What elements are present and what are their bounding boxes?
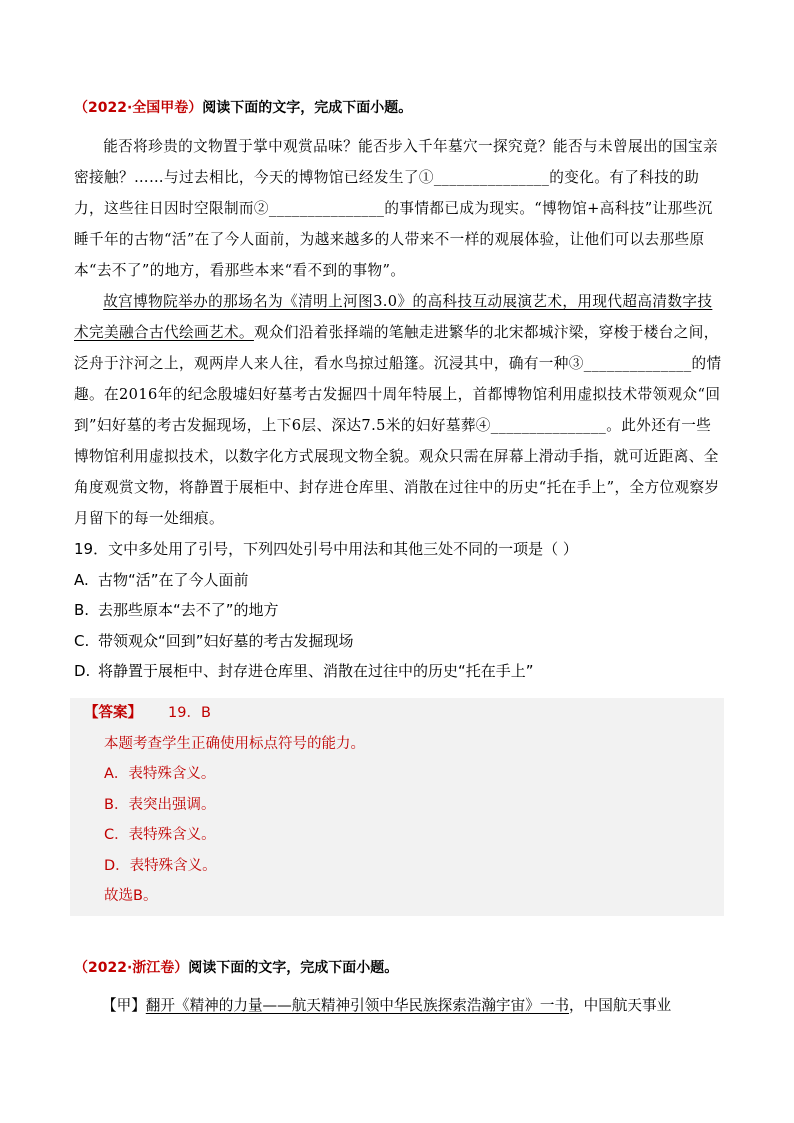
answer-intro: 本题考查学生正确使用标点符号的能力。 [104,735,365,752]
answer-content [84,698,714,912]
answer-header [84,698,714,729]
underlined-sentence: 翻开《精神的力量——航天精神引领中华民族探索浩瀚宇宙》一书 [145,997,570,1014]
passage-text: ，中国航天事业 [569,997,672,1014]
answer-tag: 【答案】 [84,705,142,721]
section-heading-1 [74,98,412,118]
option-text: 去那些原本“去不了”的地方 [98,601,279,619]
option-letter: D. [74,662,91,680]
passage-paragraph: 能否将珍贵的文物置于掌中观赏品味？能否步入千年墓穴一探究竟？能否与未曾展出的国宝亲密接触？……与过去相比，今天的博物馆已经发生了①_______________的变化。有了科技的助力，这些往日因时空限制而②_______________的事情都已成为现实。“博物馆+高科技”让那些沉睡千年的古物“活”在了今人面前，为越来越多的人带来不一样的观展体验，让他们可以去那些原本“去不了”的地方，看那些本来“看不到的事物”。 [74,138,718,279]
option-text: 带领观众“回到”妇好墓的考古发掘现场 [98,631,354,650]
answer-explanation-line: C．表特殊含义。 [104,827,216,843]
option-c [74,626,724,657]
passage-label: 【甲】 [102,997,146,1014]
section-heading-2 [74,958,398,978]
passage-text: 观众们沿着张择端的笔触走进繁华的北宋都城汴梁，穿梭于楼台之间，泛舟于汴河之上，观两岸人来人往，看水鸟掠过船篷。沉浸其中，确有一种③______________的情趣。在2016年的纪念殷墟妇好墓考古发掘四十周年特展上，首都博物馆利用虚拟技术带领观众“回到”妇好墓的考古发掘现场，上下6层、深达7.5米的妇好墓葬④_______________。此外还有一些博物馆利用虚拟技术，以数字化方式展现文物全貌。观众只需在屏幕上滑动手指，就可近距离、全角度观赏文物，将静置于展柜中、封存进仓库里、消散在过往中的历史“托在手上”，全方位观察岁月留下的每一处细痕。 [74,324,722,527]
option-a [74,565,724,596]
option-letter: B. [74,601,90,619]
question-stem: 19．文中多处用了引号，下列四处引号中用法和其他三处不同的一项是（ ） [74,540,578,558]
instruction-text: 阅读下面的文字，完成下面小题。 [188,960,399,976]
underlined-sentence: 故宫博物院举办的那场名为《清明上河图3.0》的高科技互动展演艺术，用现代超高清数字技术完美融合古代绘画艺术。 [74,293,713,341]
instruction-text: 阅读下面的文字，完成下面小题。 [202,100,413,116]
passage-paragraph [74,286,724,534]
reading-passage-1 [74,131,724,534]
question-19 [74,534,724,687]
answer-panel [70,698,724,916]
option-text: 古物“活”在了今人面前 [98,570,249,589]
answer-explanation-line: B．表突出强调。 [104,796,216,813]
option-letter: C. [74,631,90,650]
option-d [74,656,724,687]
answer-explanation-line: A．表特殊含义。 [104,766,216,782]
source-label: （2022·浙江卷） [74,960,189,976]
source-label: （2022·全国甲卷） [74,100,203,116]
option-text: 将静置于展柜中、封存进仓库里、消散在过往中的历史“托在手上” [98,662,534,680]
option-letter: A. [74,570,89,589]
answer-explanation-line: D．表特殊含义。 [104,857,217,874]
option-b [74,595,724,626]
answer-conclusion: 故选B。 [104,888,158,904]
answer-value: 19．B [168,705,211,721]
reading-passage-2 [74,990,724,1021]
